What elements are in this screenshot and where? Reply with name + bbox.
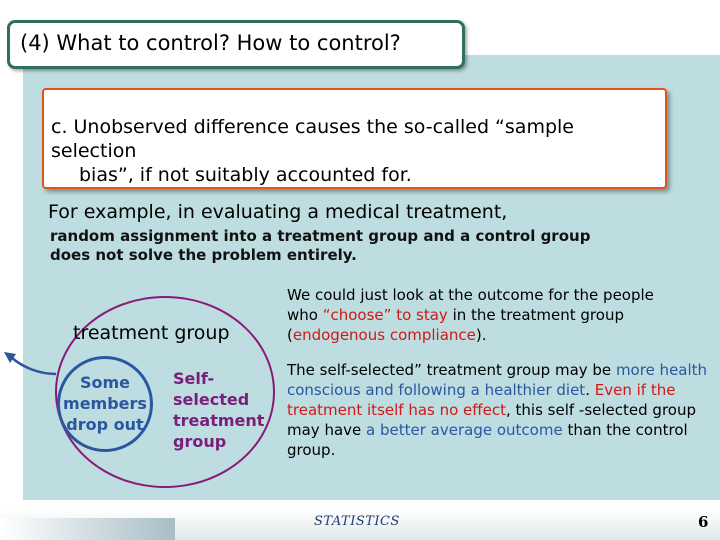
p1-line-3-a: ( (287, 326, 293, 344)
p2-health-text: more health conscious and following a healthier diet (287, 361, 708, 399)
p1-line-2-b: in the treatment group (447, 306, 624, 324)
treatment-group-label: treatment group (73, 322, 230, 344)
compliance-paragraph (287, 285, 712, 345)
self-selected-line: selected (173, 390, 250, 409)
p1-choose-text: “choose” to stay (322, 306, 448, 324)
p2-g: than the control group. (287, 421, 688, 459)
p2-no-effect-text: Even if the treatment itself has no effect (287, 381, 676, 419)
callout-line-1: c. Unobserved difference causes the so-called “sample selection (51, 116, 574, 162)
dropout-text (57, 372, 153, 435)
selection-bias-paragraph (287, 360, 712, 460)
dropout-line: drop out (66, 415, 144, 434)
example-heading: For example, in evaluating a medical treatment, (48, 201, 508, 223)
random-line-2: does not solve the problem entirely. (50, 246, 357, 264)
self-selected-text (173, 368, 264, 452)
callout-box (42, 88, 667, 189)
random-assignment-text (50, 227, 590, 265)
random-line-1: random assignment into a treatment group and a control group (50, 227, 591, 245)
slide-title: (4) What to control? How to control? (20, 31, 401, 55)
dropout-line: members (63, 394, 147, 413)
footer-label: STATISTICS (314, 514, 400, 529)
callout-text (51, 115, 661, 187)
callout-line-2: bias”, if not suitably accounted for. (79, 164, 412, 186)
curved-arrow-icon (0, 350, 60, 410)
p2-better-outcome-text: a better average outcome (366, 421, 563, 439)
p2-e: , this self -selected group may have (287, 401, 696, 439)
p2-a: The self-selected” treatment group may be (287, 361, 616, 379)
page-number: 6 (698, 513, 709, 531)
footer-accent (0, 518, 175, 540)
self-selected-line: group (173, 432, 227, 451)
p1-line-3 (287, 325, 712, 345)
p1-line-2 (287, 305, 712, 325)
self-selected-line: treatment (173, 411, 265, 430)
self-selected-line: Self- (173, 369, 215, 388)
p1-endogenous-text: endogenous compliance (292, 326, 476, 344)
title-box (7, 20, 465, 69)
p1-line-3-b: ). (475, 326, 487, 344)
p1-line-2-a: who (287, 306, 323, 324)
p2-c: . (585, 381, 595, 399)
p1-line-1: We could just look at the outcome for the people (287, 286, 654, 304)
dropout-line: Some (79, 373, 131, 392)
